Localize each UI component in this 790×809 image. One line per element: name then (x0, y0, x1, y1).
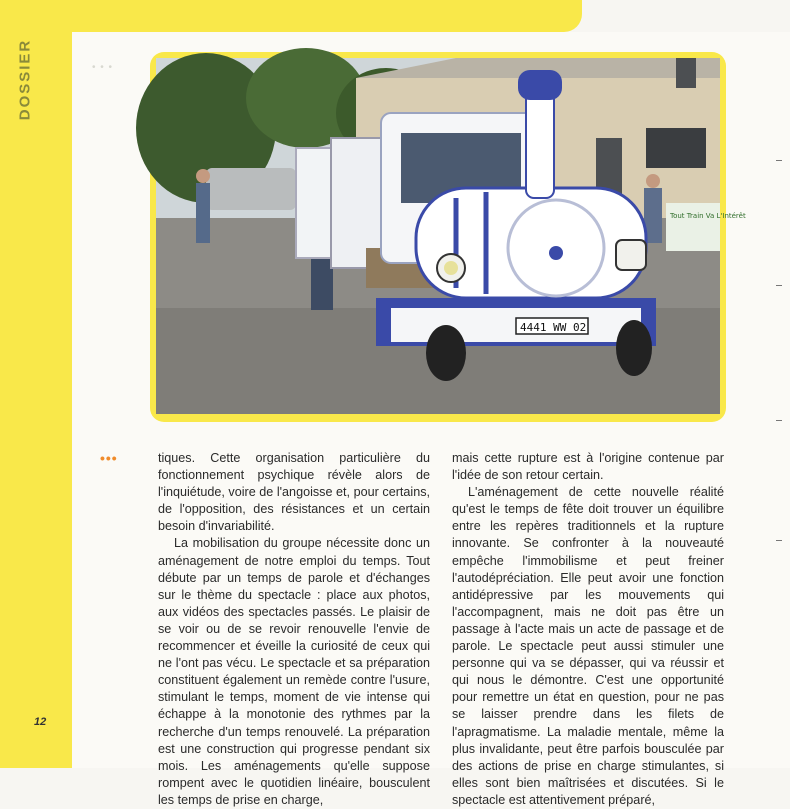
edge-mark (776, 160, 782, 161)
license-plate: 4441 WW 02 (520, 321, 587, 334)
train-photo (156, 58, 746, 414)
paragraph: L'aménagement de cette nouvelle réalité qu'est le temps de fête doit trouver un équilibre entre les repères traditionnels et la rupture innovante. Se confronter à la nouveauté empêche l'immobilisme et peut freiner l'autodépréciation. Elle peut avoir une fonction antidépressive par les mouvements qui l'accompagnent, mais ne doit pas être un passage à l'acte mais un acte de passage et de parole. Le spectacle peut aussi stimuler une personne qui va se dépasser, qui va réussir et qui nous le démontre. C'est une opportunité pour remettre un état en question, pour ne pas se laisser prendre dans les filets de l'apragmatisme. La maladie mentale, même la plus invalidante, peut être parfois bousculée par des actions de prise en charge stimulantes, si elles sont bien maîtrisées et discutées. Si le spectacle est attentivement préparé, (452, 485, 724, 807)
yellow-top-band (0, 0, 582, 32)
edge-mark (776, 540, 782, 541)
lead-marker: ••• (100, 450, 118, 466)
text-column-right (452, 450, 724, 809)
paragraph: mais cette rupture est à l'origine contenue par l'idée de son retour certain. (452, 451, 724, 483)
section-label (10, 24, 40, 134)
paragraph: La mobilisation du groupe nécessite donc un aménagement de notre emploi du temps. Tout débute par un temps de parole et d'échanges sur le thème du spectacle : place aux photos, aux vidéos des spectacles passés. Le plaisir de se voir ou de se revoir renouvelle l'envie de recommencer et éveille la curiosité de ceux qui ne l'ont pas vécu. Le spectacle et sa préparation constituent également un remède contre l'usure, stimulant le temps, moment de vie intense qui échappe à la monotonie des rythmes par la recherche d'un temps renouvelé. La préparation est une construction qui progresse pendant six mois. Les aménagements qu'elle suppose rompent avec le quotidien linéaire, bousculent les temps de prise en charge, (158, 536, 430, 807)
decorative-dots: • • • (92, 62, 114, 73)
section-label-text: DOSSIER (16, 38, 34, 120)
train-illustration (156, 58, 746, 414)
edge-mark (776, 285, 782, 286)
text-column-left (158, 450, 430, 809)
paragraph: tiques. Cette organisation particulière du fonctionnement psychique révèle alors de l'inquiétude, voire de l'angoisse et, pour certains, de l'opposition, des résistances et un certain besoin d'invariabilité. (158, 451, 430, 534)
edge-mark (776, 420, 782, 421)
banner-text: Tout Train Va L'Intérêt (670, 212, 746, 220)
page-number: 12 (34, 716, 47, 728)
